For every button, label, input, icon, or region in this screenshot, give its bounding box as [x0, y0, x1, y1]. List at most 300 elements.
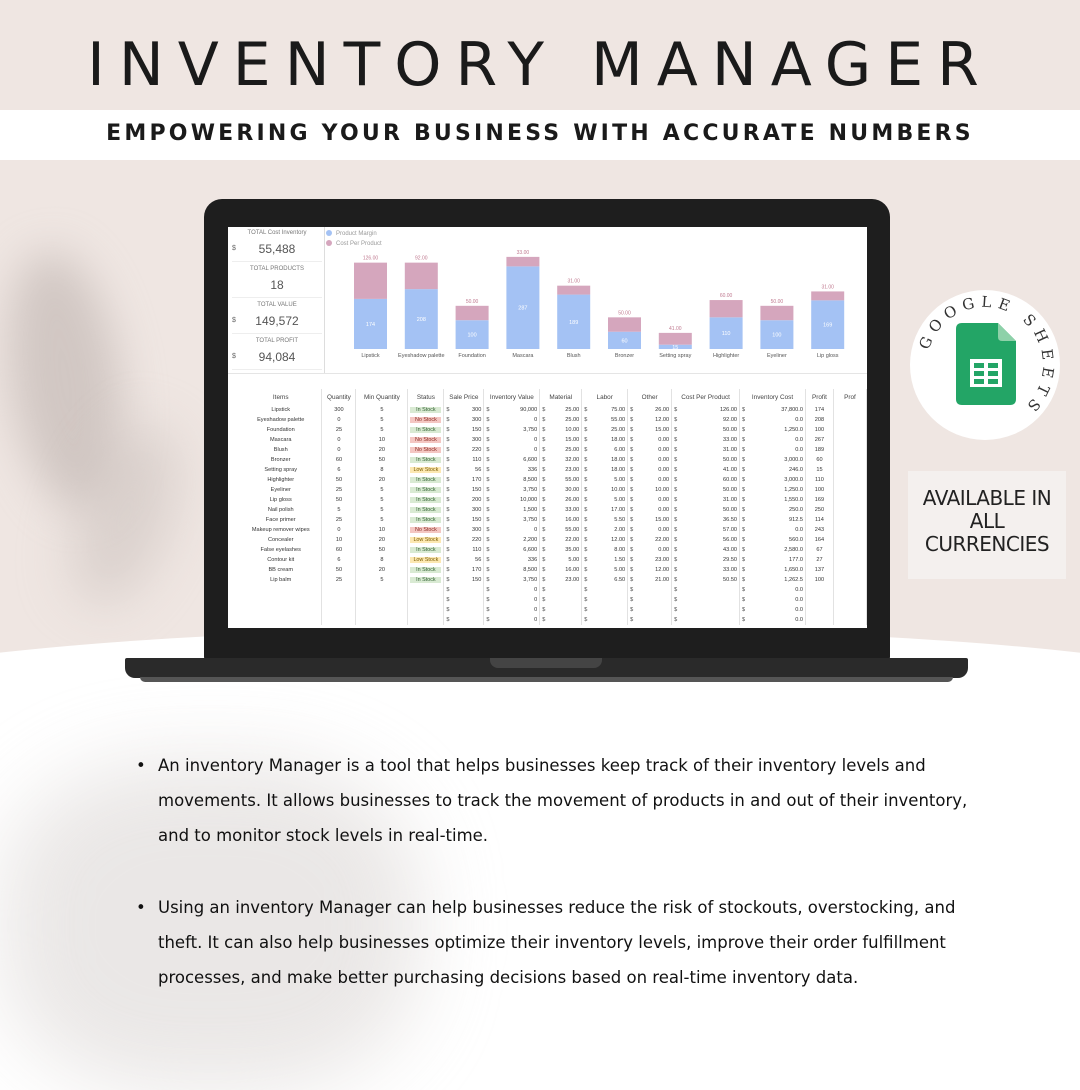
table-cell[interactable]: 169: [805, 495, 833, 505]
table-cell[interactable]: [628, 425, 672, 435]
table-cell[interactable]: [240, 615, 322, 625]
table-cell[interactable]: [582, 525, 628, 535]
table-cell[interactable]: [833, 575, 866, 585]
table-cell[interactable]: [540, 495, 582, 505]
table-cell[interactable]: [540, 475, 582, 485]
table-cell[interactable]: [484, 445, 540, 455]
table-cell[interactable]: [484, 415, 540, 425]
table-cell[interactable]: [408, 475, 444, 485]
table-cell[interactable]: [672, 425, 740, 435]
table-cell[interactable]: [408, 575, 444, 585]
table-cell[interactable]: [408, 595, 444, 605]
table-cell[interactable]: [740, 455, 806, 465]
table-row[interactable]: [240, 435, 867, 445]
column-header[interactable]: Inventory Value: [484, 389, 540, 405]
table-cell[interactable]: Face primer: [240, 515, 322, 525]
table-cell[interactable]: [833, 425, 866, 435]
table-cell[interactable]: [540, 595, 582, 605]
column-header[interactable]: Prof: [833, 389, 866, 405]
table-cell[interactable]: [240, 585, 322, 595]
table-cell[interactable]: [540, 415, 582, 425]
table-row[interactable]: [240, 535, 867, 545]
table-cell[interactable]: [408, 585, 444, 595]
table-cell[interactable]: [444, 545, 484, 555]
table-cell[interactable]: [484, 545, 540, 555]
table-cell[interactable]: 10: [322, 535, 356, 545]
table-cell[interactable]: [833, 555, 866, 565]
table-cell[interactable]: [444, 605, 484, 615]
table-cell[interactable]: [322, 615, 356, 625]
column-header[interactable]: Items: [240, 389, 322, 405]
table-cell[interactable]: 50: [322, 495, 356, 505]
table-cell[interactable]: 25: [322, 485, 356, 495]
table-cell[interactable]: [833, 605, 866, 615]
table-cell[interactable]: [356, 615, 408, 625]
table-cell[interactable]: [582, 465, 628, 475]
table-cell[interactable]: [444, 615, 484, 625]
table-cell[interactable]: [672, 605, 740, 615]
table-cell[interactable]: 300: [322, 405, 356, 415]
table-row[interactable]: [240, 425, 867, 435]
table-cell[interactable]: 5: [356, 415, 408, 425]
table-cell[interactable]: [408, 515, 444, 525]
table-cell[interactable]: 50: [356, 545, 408, 555]
table-cell[interactable]: [833, 485, 866, 495]
table-row[interactable]: [240, 415, 867, 425]
column-header[interactable]: Quantity: [322, 389, 356, 405]
table-cell[interactable]: [833, 415, 866, 425]
table-cell[interactable]: [540, 505, 582, 515]
table-cell[interactable]: [582, 485, 628, 495]
table-cell[interactable]: [322, 595, 356, 605]
table-cell[interactable]: [540, 555, 582, 565]
table-row[interactable]: [240, 475, 867, 485]
table-cell[interactable]: [444, 515, 484, 525]
table-cell[interactable]: 110: [805, 475, 833, 485]
table-cell[interactable]: [740, 485, 806, 495]
table-row[interactable]: [240, 545, 867, 555]
table-cell[interactable]: [740, 435, 806, 445]
table-cell[interactable]: [672, 555, 740, 565]
table-cell[interactable]: [540, 425, 582, 435]
table-row[interactable]: [240, 585, 867, 595]
table-cell[interactable]: [484, 475, 540, 485]
table-cell[interactable]: 5: [356, 425, 408, 435]
table-cell[interactable]: [740, 545, 806, 555]
table-cell[interactable]: [484, 595, 540, 605]
column-header[interactable]: Profit: [805, 389, 833, 405]
table-cell[interactable]: [833, 585, 866, 595]
table-cell[interactable]: [582, 475, 628, 485]
table-cell[interactable]: 243: [805, 525, 833, 535]
table-cell[interactable]: [540, 545, 582, 555]
table-cell[interactable]: [672, 545, 740, 555]
table-cell[interactable]: [540, 445, 582, 455]
table-cell[interactable]: [240, 595, 322, 605]
table-cell[interactable]: [408, 455, 444, 465]
table-cell[interactable]: [833, 535, 866, 545]
table-cell[interactable]: Lip balm: [240, 575, 322, 585]
table-cell[interactable]: [484, 485, 540, 495]
table-cell[interactable]: [740, 405, 806, 415]
table-cell[interactable]: [484, 535, 540, 545]
table-cell[interactable]: [322, 605, 356, 615]
table-cell[interactable]: Nail polish: [240, 505, 322, 515]
table-cell[interactable]: [672, 575, 740, 585]
table-row[interactable]: [240, 505, 867, 515]
table-cell[interactable]: [628, 505, 672, 515]
table-cell[interactable]: Blush: [240, 445, 322, 455]
table-cell[interactable]: [444, 445, 484, 455]
table-cell[interactable]: [833, 515, 866, 525]
table-cell[interactable]: [672, 565, 740, 575]
column-header[interactable]: Cost Per Product: [672, 389, 740, 405]
table-cell[interactable]: False eyelashes: [240, 545, 322, 555]
table-cell[interactable]: [484, 505, 540, 515]
column-header[interactable]: Inventory Cost: [740, 389, 806, 405]
table-cell[interactable]: 0: [322, 525, 356, 535]
table-cell[interactable]: [672, 495, 740, 505]
table-cell[interactable]: [540, 485, 582, 495]
table-cell[interactable]: 60: [805, 455, 833, 465]
table-row[interactable]: [240, 605, 867, 615]
table-cell[interactable]: [833, 465, 866, 475]
table-cell[interactable]: [582, 595, 628, 605]
table-cell[interactable]: 0: [322, 435, 356, 445]
table-cell[interactable]: [672, 585, 740, 595]
table-cell[interactable]: [484, 615, 540, 625]
table-cell[interactable]: [408, 495, 444, 505]
table-cell[interactable]: 100: [805, 425, 833, 435]
table-cell[interactable]: 0: [322, 445, 356, 455]
table-cell[interactable]: [628, 495, 672, 505]
table-cell[interactable]: Contour kit: [240, 555, 322, 565]
table-cell[interactable]: Setting spray: [240, 465, 322, 475]
table-cell[interactable]: 100: [805, 485, 833, 495]
table-cell[interactable]: [628, 575, 672, 585]
table-cell[interactable]: 25: [322, 575, 356, 585]
table-cell[interactable]: 50: [322, 565, 356, 575]
table-cell[interactable]: [240, 605, 322, 615]
table-cell[interactable]: [484, 515, 540, 525]
table-cell[interactable]: 5: [356, 575, 408, 585]
table-cell[interactable]: [628, 435, 672, 445]
table-cell[interactable]: [444, 585, 484, 595]
table-cell[interactable]: [833, 495, 866, 505]
table-cell[interactable]: [740, 535, 806, 545]
table-cell[interactable]: [582, 555, 628, 565]
table-row[interactable]: [240, 565, 867, 575]
table-cell[interactable]: [740, 445, 806, 455]
table-cell[interactable]: 5: [356, 405, 408, 415]
table-cell[interactable]: [484, 605, 540, 615]
table-cell[interactable]: [540, 575, 582, 585]
table-cell[interactable]: [484, 455, 540, 465]
table-cell[interactable]: [444, 485, 484, 495]
table-cell[interactable]: [833, 455, 866, 465]
table-cell[interactable]: [582, 565, 628, 575]
table-cell[interactable]: [628, 445, 672, 455]
table-row[interactable]: [240, 615, 867, 625]
table-cell[interactable]: [672, 455, 740, 465]
column-header[interactable]: Status: [408, 389, 444, 405]
table-cell[interactable]: [582, 445, 628, 455]
table-cell[interactable]: [582, 615, 628, 625]
table-cell[interactable]: [408, 425, 444, 435]
table-cell[interactable]: 67: [805, 545, 833, 555]
table-cell[interactable]: 5: [356, 495, 408, 505]
table-cell[interactable]: [672, 485, 740, 495]
table-cell[interactable]: [444, 535, 484, 545]
table-cell[interactable]: [408, 535, 444, 545]
table-cell[interactable]: Lip gloss: [240, 495, 322, 505]
table-cell[interactable]: [408, 555, 444, 565]
table-cell[interactable]: [444, 555, 484, 565]
column-header[interactable]: Labor: [582, 389, 628, 405]
table-cell[interactable]: [484, 575, 540, 585]
table-cell[interactable]: Eyeliner: [240, 485, 322, 495]
table-cell[interactable]: [540, 435, 582, 445]
table-cell[interactable]: [833, 475, 866, 485]
table-cell[interactable]: 20: [356, 565, 408, 575]
table-cell[interactable]: [740, 465, 806, 475]
table-cell[interactable]: [582, 435, 628, 445]
table-cell[interactable]: [484, 525, 540, 535]
table-cell[interactable]: [628, 515, 672, 525]
table-cell[interactable]: [484, 565, 540, 575]
table-cell[interactable]: [484, 585, 540, 595]
table-cell[interactable]: [672, 535, 740, 545]
table-cell[interactable]: Eyeshadow palette: [240, 415, 322, 425]
table-cell[interactable]: [444, 455, 484, 465]
table-cell[interactable]: [740, 595, 806, 605]
table-row[interactable]: [240, 405, 867, 415]
table-cell[interactable]: 10: [356, 525, 408, 535]
table-cell[interactable]: [628, 565, 672, 575]
table-row[interactable]: [240, 555, 867, 565]
table-cell[interactable]: Lipstick: [240, 405, 322, 415]
table-cell[interactable]: [672, 615, 740, 625]
table-cell[interactable]: 10: [356, 435, 408, 445]
table-cell[interactable]: [444, 475, 484, 485]
table-cell[interactable]: 6: [322, 555, 356, 565]
table-cell[interactable]: [484, 555, 540, 565]
table-cell[interactable]: [740, 585, 806, 595]
table-cell[interactable]: [628, 555, 672, 565]
table-row[interactable]: [240, 595, 867, 605]
table-cell[interactable]: [833, 615, 866, 625]
table-cell[interactable]: [582, 535, 628, 545]
table-cell[interactable]: 5: [356, 485, 408, 495]
table-cell[interactable]: 8: [356, 465, 408, 475]
table-cell[interactable]: [672, 415, 740, 425]
table-cell[interactable]: 27: [805, 555, 833, 565]
table-cell[interactable]: [740, 495, 806, 505]
table-cell[interactable]: 15: [805, 465, 833, 475]
table-cell[interactable]: 20: [356, 445, 408, 455]
column-header[interactable]: Material: [540, 389, 582, 405]
table-cell[interactable]: 174: [805, 405, 833, 415]
table-cell[interactable]: [833, 565, 866, 575]
table-cell[interactable]: [628, 405, 672, 415]
table-row[interactable]: [240, 525, 867, 535]
table-cell[interactable]: [805, 605, 833, 615]
table-cell[interactable]: [672, 465, 740, 475]
table-cell[interactable]: [833, 545, 866, 555]
table-cell[interactable]: [444, 565, 484, 575]
table-cell[interactable]: [628, 545, 672, 555]
table-cell[interactable]: [672, 445, 740, 455]
table-cell[interactable]: [740, 515, 806, 525]
table-cell[interactable]: [408, 615, 444, 625]
table-cell[interactable]: [628, 595, 672, 605]
table-cell[interactable]: [408, 605, 444, 615]
table-cell[interactable]: [628, 615, 672, 625]
table-cell[interactable]: [628, 485, 672, 495]
table-cell[interactable]: Foundation: [240, 425, 322, 435]
table-cell[interactable]: 0: [322, 415, 356, 425]
table-cell[interactable]: [356, 585, 408, 595]
table-cell[interactable]: [540, 565, 582, 575]
table-cell[interactable]: Makeup remover wipes: [240, 525, 322, 535]
table-cell[interactable]: [540, 615, 582, 625]
table-row[interactable]: [240, 575, 867, 585]
table-cell[interactable]: [484, 425, 540, 435]
column-header[interactable]: Min Quantity: [356, 389, 408, 405]
table-row[interactable]: [240, 495, 867, 505]
table-cell[interactable]: 114: [805, 515, 833, 525]
table-cell[interactable]: [740, 605, 806, 615]
table-cell[interactable]: 20: [356, 475, 408, 485]
table-cell[interactable]: [322, 585, 356, 595]
table-cell[interactable]: [540, 535, 582, 545]
table-cell[interactable]: [540, 465, 582, 475]
table-cell[interactable]: 5: [356, 515, 408, 525]
table-cell[interactable]: Bronzer: [240, 455, 322, 465]
table-cell[interactable]: [540, 585, 582, 595]
table-cell[interactable]: [805, 615, 833, 625]
table-cell[interactable]: 137: [805, 565, 833, 575]
table-cell[interactable]: [356, 605, 408, 615]
table-cell[interactable]: [628, 455, 672, 465]
table-cell[interactable]: [408, 405, 444, 415]
table-row[interactable]: [240, 515, 867, 525]
table-cell[interactable]: [833, 405, 866, 415]
table-cell[interactable]: [540, 515, 582, 525]
table-cell[interactable]: [582, 515, 628, 525]
table-cell[interactable]: [408, 465, 444, 475]
table-cell[interactable]: [484, 465, 540, 475]
table-cell[interactable]: [833, 445, 866, 455]
table-cell[interactable]: [740, 505, 806, 515]
table-cell[interactable]: [672, 595, 740, 605]
table-cell[interactable]: 250: [805, 505, 833, 515]
table-cell[interactable]: [672, 525, 740, 535]
table-cell[interactable]: [672, 505, 740, 515]
table-cell[interactable]: [408, 565, 444, 575]
table-cell[interactable]: [444, 425, 484, 435]
table-cell[interactable]: [582, 575, 628, 585]
table-cell[interactable]: [408, 435, 444, 445]
table-cell[interactable]: [408, 485, 444, 495]
column-header[interactable]: Other: [628, 389, 672, 405]
table-cell[interactable]: 267: [805, 435, 833, 445]
table-cell[interactable]: 100: [805, 575, 833, 585]
table-cell[interactable]: [408, 525, 444, 535]
table-cell[interactable]: [582, 495, 628, 505]
table-cell[interactable]: 208: [805, 415, 833, 425]
table-cell[interactable]: [833, 595, 866, 605]
table-cell[interactable]: [672, 435, 740, 445]
table-row[interactable]: [240, 465, 867, 475]
table-cell[interactable]: [672, 405, 740, 415]
table-cell[interactable]: [582, 505, 628, 515]
table-cell[interactable]: [444, 405, 484, 415]
table-cell[interactable]: [444, 525, 484, 535]
table-cell[interactable]: [628, 465, 672, 475]
table-cell[interactable]: [444, 415, 484, 425]
table-cell[interactable]: [484, 495, 540, 505]
table-cell[interactable]: [540, 405, 582, 415]
table-cell[interactable]: 60: [322, 545, 356, 555]
table-cell[interactable]: [444, 435, 484, 445]
table-cell[interactable]: [484, 435, 540, 445]
table-cell[interactable]: [805, 595, 833, 605]
table-cell[interactable]: [833, 435, 866, 445]
table-cell[interactable]: [628, 415, 672, 425]
table-cell[interactable]: [628, 585, 672, 595]
table-cell[interactable]: [740, 555, 806, 565]
table-cell[interactable]: 25: [322, 515, 356, 525]
table-cell[interactable]: [833, 525, 866, 535]
table-cell[interactable]: [740, 475, 806, 485]
table-cell[interactable]: [740, 575, 806, 585]
table-cell[interactable]: [740, 525, 806, 535]
table-cell[interactable]: [408, 445, 444, 455]
table-cell[interactable]: [805, 585, 833, 595]
table-cell[interactable]: Highlighter: [240, 475, 322, 485]
table-cell[interactable]: [628, 525, 672, 535]
table-cell[interactable]: [628, 535, 672, 545]
table-cell[interactable]: [444, 495, 484, 505]
table-cell[interactable]: [740, 425, 806, 435]
table-cell[interactable]: 50: [322, 475, 356, 485]
table-cell[interactable]: 5: [322, 505, 356, 515]
table-row[interactable]: [240, 485, 867, 495]
table-cell[interactable]: [582, 415, 628, 425]
table-cell[interactable]: [672, 475, 740, 485]
table-cell[interactable]: Concealer: [240, 535, 322, 545]
table-cell[interactable]: [740, 615, 806, 625]
table-cell[interactable]: [582, 605, 628, 615]
table-cell[interactable]: 8: [356, 555, 408, 565]
table-row[interactable]: [240, 455, 867, 465]
table-cell[interactable]: [408, 545, 444, 555]
table-cell[interactable]: [833, 505, 866, 515]
table-cell[interactable]: Mascara: [240, 435, 322, 445]
table-cell[interactable]: [672, 515, 740, 525]
table-cell[interactable]: [582, 425, 628, 435]
table-cell[interactable]: [582, 405, 628, 415]
table-cell[interactable]: [356, 595, 408, 605]
table-cell[interactable]: [444, 595, 484, 605]
table-cell[interactable]: [484, 405, 540, 415]
table-cell[interactable]: [444, 575, 484, 585]
table-cell[interactable]: 164: [805, 535, 833, 545]
table-cell[interactable]: 5: [356, 505, 408, 515]
table-cell[interactable]: [408, 415, 444, 425]
table-cell[interactable]: 25: [322, 425, 356, 435]
